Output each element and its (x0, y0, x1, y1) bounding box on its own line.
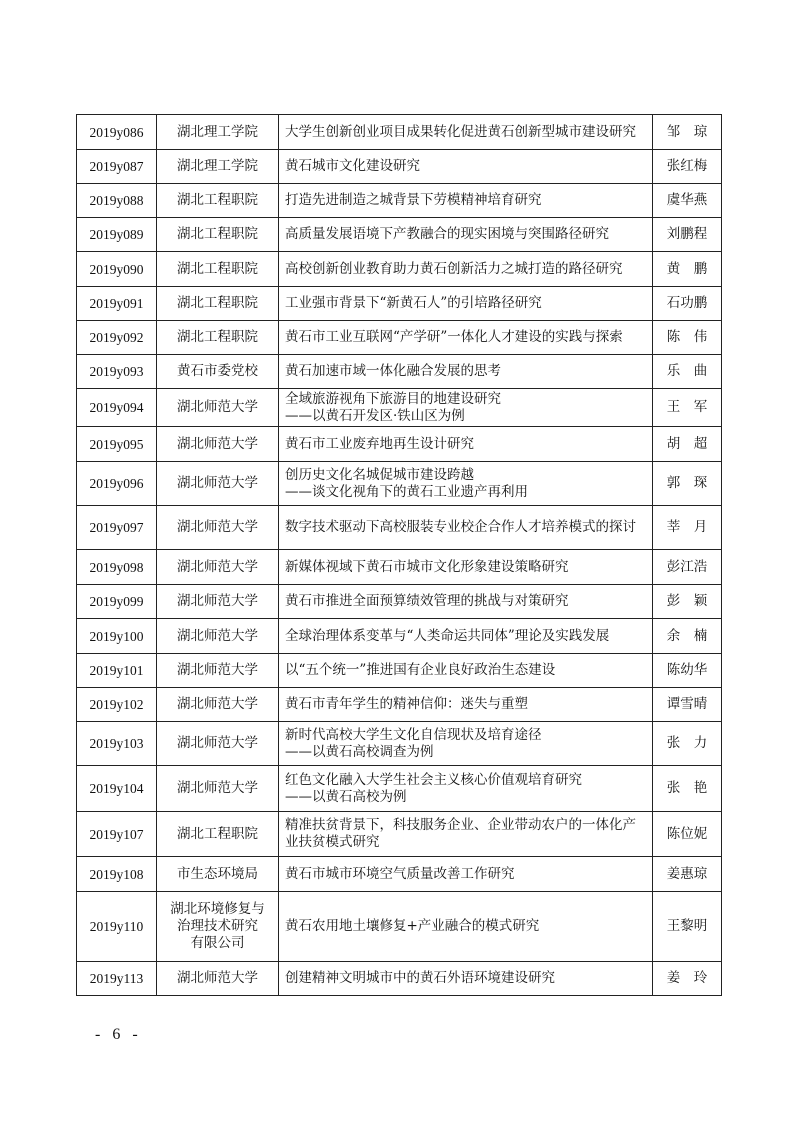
project-id-cell: 2019y094 (77, 389, 157, 427)
project-id-cell: 2019y090 (77, 252, 157, 287)
project-title-cell (279, 252, 653, 287)
author-cell: 姜惠琼 (653, 857, 722, 892)
organization-line: 湖北理工学院 (177, 158, 258, 174)
project-title-cell (279, 427, 653, 462)
project-id-cell: 2019y087 (77, 150, 157, 184)
project-id-cell: 2019y099 (77, 585, 157, 619)
organization-cell (157, 462, 279, 506)
organization-cell (157, 550, 279, 585)
author-cell: 莘 月 (653, 506, 722, 550)
project-title-line: 创建精神文明城市中的黄石外语环境建设研究 (285, 970, 555, 986)
table-row (77, 654, 722, 688)
project-id-cell: 2019y086 (77, 115, 157, 150)
project-id-cell: 2019y095 (77, 427, 157, 462)
organization-line: 湖北师范大学 (177, 627, 258, 644)
organization-cell (157, 389, 279, 427)
project-title-cell (279, 812, 653, 857)
table-row (77, 462, 722, 506)
author-cell: 余 楠 (653, 619, 722, 654)
project-title-cell (279, 355, 653, 389)
table-row (77, 150, 722, 184)
organization-cell (157, 766, 279, 812)
project-title-cell (279, 619, 653, 654)
table-row (77, 115, 722, 150)
organization-line: 湖北师范大学 (177, 519, 258, 535)
organization-cell (157, 688, 279, 722)
organization-line: 湖北工程职院 (177, 825, 258, 842)
table-row (77, 321, 722, 355)
project-id-cell: 2019y110 (77, 892, 157, 962)
organization-cell (157, 654, 279, 688)
project-id-cell: 2019y102 (77, 688, 157, 722)
project-title-line: 黄石市青年学生的精神信仰：迷失与重塑 (285, 696, 528, 712)
organization-line: 湖北师范大学 (177, 970, 258, 986)
project-title-cell (279, 287, 653, 321)
organization-line: 治理技术研究 (177, 918, 258, 934)
author-cell: 邹 琼 (653, 115, 722, 150)
author-cell: 刘鹏程 (653, 218, 722, 252)
organization-line: 湖北师范大学 (177, 780, 258, 796)
project-id-cell: 2019y103 (77, 722, 157, 766)
author-cell: 王 军 (653, 389, 722, 427)
organization-line: 湖北师范大学 (177, 735, 258, 751)
project-title-line: 新媒体视域下黄石市城市文化形象建设策略研究 (285, 558, 569, 575)
organization-cell (157, 184, 279, 218)
project-title-cell (279, 688, 653, 722)
organization-cell (157, 355, 279, 389)
organization-line: 市生态环境局 (177, 865, 258, 882)
project-title-cell (279, 722, 653, 766)
project-title-cell (279, 550, 653, 585)
project-title-line: 黄石城市文化建设研究 (285, 158, 420, 174)
author-cell: 张 力 (653, 722, 722, 766)
project-title-line: 新时代高校大学生文化自信现状及培育途径 (285, 726, 542, 743)
table-row (77, 184, 722, 218)
project-title-line: 黄石市推进全面预算绩效管理的挑战与对策研究 (285, 593, 569, 609)
organization-line: 湖北工程职院 (177, 192, 258, 208)
organization-cell (157, 812, 279, 857)
project-id-cell: 2019y093 (77, 355, 157, 389)
project-title-line: ——谈文化视角下的黄石工业遗产再利用 (285, 483, 528, 500)
project-title-line: 工业强市背景下“新黄石人”的引培路径研究 (285, 295, 542, 311)
project-id-cell: 2019y108 (77, 857, 157, 892)
author-cell: 彭江浩 (653, 550, 722, 585)
organization-line: 湖北师范大学 (177, 475, 258, 491)
project-id-cell: 2019y089 (77, 218, 157, 252)
table-row (77, 722, 722, 766)
project-title-line: 全域旅游视角下旅游目的地建设研究 (285, 390, 501, 407)
organization-cell (157, 506, 279, 550)
page-number: - 6 - (95, 1026, 142, 1043)
author-cell: 乐 曲 (653, 355, 722, 389)
project-id-cell: 2019y101 (77, 654, 157, 688)
project-id-cell: 2019y098 (77, 550, 157, 585)
organization-cell (157, 150, 279, 184)
project-id-cell: 2019y113 (77, 962, 157, 996)
project-title-line: 高校创新创业教育助力黄石创新活力之城打造的路径研究 (285, 260, 623, 277)
project-title-cell (279, 115, 653, 150)
project-id-cell: 2019y104 (77, 766, 157, 812)
project-title-line: 黄石加速市域一体化融合发展的思考 (285, 363, 501, 379)
organization-line: 湖北环境修复与 (170, 901, 265, 917)
project-title-cell (279, 962, 653, 996)
author-cell: 彭 颖 (653, 585, 722, 619)
organization-line: 湖北师范大学 (177, 558, 258, 575)
project-title-line: ——以黄石高校调查为例 (285, 743, 434, 760)
organization-cell (157, 857, 279, 892)
table-row (77, 252, 722, 287)
table-row (77, 857, 722, 892)
table-row (77, 427, 722, 462)
author-cell: 姜 玲 (653, 962, 722, 996)
organization-cell (157, 962, 279, 996)
table-row (77, 355, 722, 389)
author-cell: 陈 伟 (653, 321, 722, 355)
project-title-cell (279, 218, 653, 252)
table-row (77, 892, 722, 962)
table-row (77, 962, 722, 996)
project-title-cell (279, 766, 653, 812)
project-title-cell (279, 184, 653, 218)
project-title-line: 红色文化融入大学生社会主义核心价值观培育研究 (285, 771, 582, 788)
table-row (77, 766, 722, 812)
organization-cell (157, 218, 279, 252)
organization-line: 黄石市委党校 (177, 363, 258, 379)
author-cell: 谭雪晴 (653, 688, 722, 722)
project-title-cell (279, 654, 653, 688)
table-row (77, 389, 722, 427)
project-id-cell: 2019y100 (77, 619, 157, 654)
author-cell: 胡 超 (653, 427, 722, 462)
author-cell: 石功鹏 (653, 287, 722, 321)
organization-line: 湖北师范大学 (177, 662, 258, 678)
project-title-line: 以“五个统一”推进国有企业良好政治生态建设 (285, 662, 556, 678)
table-row (77, 287, 722, 321)
project-id-cell: 2019y097 (77, 506, 157, 550)
project-id-cell: 2019y091 (77, 287, 157, 321)
organization-cell (157, 619, 279, 654)
table-row (77, 506, 722, 550)
table-row (77, 585, 722, 619)
project-title-cell (279, 585, 653, 619)
organization-line: 湖北师范大学 (177, 696, 258, 712)
organization-line: 湖北师范大学 (177, 435, 258, 452)
project-title-line: ——以黄石高校为例 (285, 788, 407, 805)
project-title-line: 创历史文化名城促城市建设跨越 (285, 466, 474, 483)
author-cell: 黄 鹏 (653, 252, 722, 287)
project-title-cell (279, 462, 653, 506)
author-cell: 张 艳 (653, 766, 722, 812)
organization-cell (157, 585, 279, 619)
author-cell: 张红梅 (653, 150, 722, 184)
author-cell: 陈位妮 (653, 812, 722, 857)
organization-line: 湖北师范大学 (177, 593, 258, 609)
project-title-line: 全球治理体系变革与“人类命运共同体”理论及实践发展 (285, 627, 610, 644)
project-title-cell (279, 506, 653, 550)
project-table (76, 114, 722, 996)
project-id-cell: 2019y088 (77, 184, 157, 218)
author-cell: 郭 琛 (653, 462, 722, 506)
project-title-cell (279, 389, 653, 427)
project-title-cell (279, 150, 653, 184)
project-title-cell (279, 857, 653, 892)
project-title-line: 大学生创新创业项目成果转化促进黄石创新型城市建设研究 (285, 123, 636, 140)
table-row (77, 218, 722, 252)
organization-cell (157, 892, 279, 962)
organization-cell (157, 427, 279, 462)
project-title-cell (279, 892, 653, 962)
project-id-cell: 2019y107 (77, 812, 157, 857)
project-title-line: 打造先进制造之城背景下劳模精神培育研究 (285, 192, 542, 208)
project-title-cell (279, 321, 653, 355)
author-cell: 王黎明 (653, 892, 722, 962)
organization-line: 有限公司 (190, 935, 245, 951)
organization-cell (157, 321, 279, 355)
project-id-cell: 2019y096 (77, 462, 157, 506)
project-title-line: 数字技术驱动下高校服装专业校企合作人才培养模式的探讨 (285, 519, 636, 535)
organization-line: 湖北工程职院 (177, 260, 258, 277)
project-id-cell: 2019y092 (77, 321, 157, 355)
organization-line: 湖北工程职院 (177, 226, 258, 242)
project-title-line: 高质量发展语境下产教融合的现实困境与突围路径研究 (285, 226, 609, 242)
project-title-line: 精准扶贫背景下，科技服务企业、企业带动农户的一体化产业扶贫模式研究 (285, 817, 636, 850)
organization-line: 湖北理工学院 (177, 123, 258, 140)
project-title-line: ——以黄石开发区·铁山区为例 (285, 407, 465, 424)
author-cell: 陈幼华 (653, 654, 722, 688)
organization-cell (157, 722, 279, 766)
project-title-line: 黄石农用地土壤修复+产业融合的模式研究 (285, 918, 540, 934)
organization-line: 湖北工程职院 (177, 329, 258, 345)
table-row (77, 619, 722, 654)
project-title-line: 黄石市工业互联网“产学研”一体化人才建设的实践与探索 (285, 329, 623, 345)
project-title-line: 黄石市城市环境空气质量改善工作研究 (285, 865, 515, 882)
organization-cell (157, 287, 279, 321)
organization-line: 湖北师范大学 (177, 399, 258, 415)
organization-cell (157, 252, 279, 287)
table-row (77, 688, 722, 722)
table-row (77, 550, 722, 585)
project-table-body (77, 115, 722, 996)
organization-cell (157, 115, 279, 150)
organization-line: 湖北工程职院 (177, 295, 258, 311)
project-title-line: 黄石市工业废弃地再生设计研究 (285, 435, 474, 452)
author-cell: 虞华燕 (653, 184, 722, 218)
table-row (77, 812, 722, 857)
